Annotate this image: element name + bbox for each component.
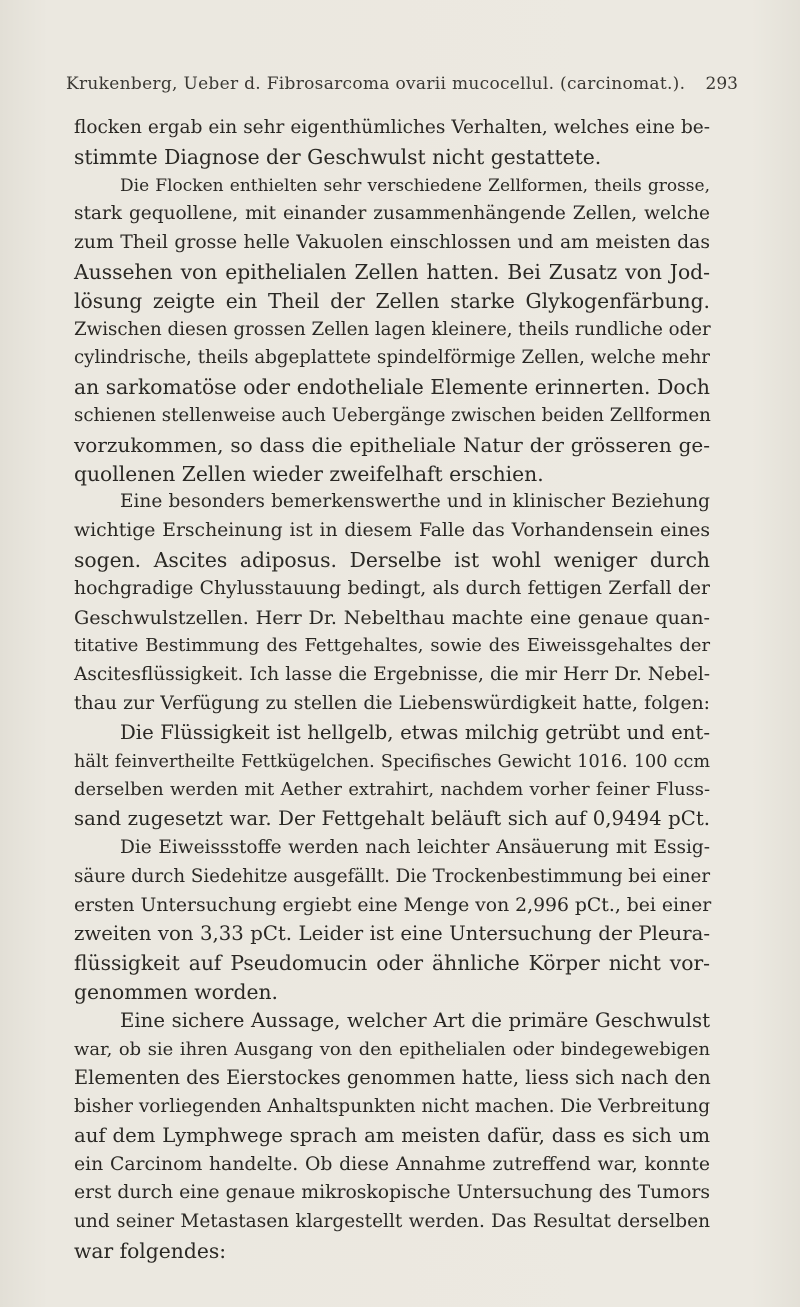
text-line: zweiten von 3,33 pCt. Leider ist eine Untersuchung der Pleura- <box>74 922 710 946</box>
text-line: ersten Untersuchung ergiebt eine Menge von 2,996 pCt., bei einer <box>74 894 712 916</box>
text-line: an sarkomatöse oder endotheliale Elemente erinnerten. Doch <box>74 375 710 400</box>
text-line: wichtige Erscheinung ist in diesem Falle das Vorhandensein eines <box>74 520 710 542</box>
text-line: Die Flüssigkeit ist hellgelb, etwas milchig getrübt und ent- <box>120 720 710 744</box>
text-line: hochgradige Chylusstauung bedingt, als durch fettigen Zerfall der <box>74 577 710 599</box>
text-line: Elementen des Eierstockes genommen hatte, liess sich nach den <box>74 1066 711 1090</box>
running-header <box>66 74 738 100</box>
text-line: Die Eiweissstoffe werden nach leichter Ansäuerung mit Essig- <box>120 836 710 858</box>
text-line: Aussehen von epithelialen Zellen hatten. Bei Zusatz von Jod- <box>74 259 710 284</box>
text-line: schienen stellenweise auch Uebergänge zwischen beiden Zellformen <box>74 404 711 426</box>
body-text <box>74 114 710 1266</box>
text-line: titative Bestimmung des Fettgehaltes, sowie des Eiweissgehaltes der <box>74 635 710 657</box>
text-line: cylindrische, theils abgeplattete spindelförmige Zellen, welche mehr <box>74 347 710 369</box>
text-line: erst durch eine genaue mikroskopische Untersuchung des Tumors <box>74 1182 710 1204</box>
text-line: Zwischen diesen grossen Zellen lagen kleinere, theils rundliche oder <box>74 318 711 340</box>
text-line: war folgendes: <box>74 1239 227 1264</box>
text-line: derselben werden mit Aether extrahirt, nachdem vorher feiner Fluss- <box>74 779 710 801</box>
running-title: Krukenberg, Ueber d. Fibrosarcoma ovarii mucocellul. (carcinomat.). <box>66 74 686 94</box>
text-line: säure durch Siedehitze ausgefällt. Die Trockenbestimmung bei einer <box>74 865 711 887</box>
text-line: quollenen Zellen wieder zweifelhaft erschien. <box>74 461 544 486</box>
text-line: Die Flocken enthielten sehr verschiedene Zellformen, theils grosse, <box>120 175 710 196</box>
text-line: auf dem Lymphwege sprach am meisten dafür, dass es sich um <box>74 1123 710 1147</box>
text-line: war, ob sie ihren Ausgang von den epithelialen oder bindegewebigen <box>74 1038 710 1060</box>
text-line: flocken ergab ein sehr eigenthümliches Verhalten, welches eine be- <box>74 117 710 138</box>
text-line: hält feinvertheilte Fettkügelchen. Specifisches Gewicht 1016. 100 ccm <box>74 751 710 772</box>
text-line: sogen. Ascites adiposus. Derselbe ist wohl weniger durch <box>74 547 710 572</box>
text-line: zum Theil grosse helle Vakuolen einschlossen und am meisten das <box>74 232 710 254</box>
text-line: ein Carcinom handelte. Ob diese Annahme zutreffend war, konnte <box>74 1153 710 1175</box>
text-line: Ascitesflüssigkeit. Ich lasse die Ergebnisse, die mir Herr Dr. Nebel- <box>74 664 710 686</box>
text-line: sand zugesetzt war. Der Fettgehalt beläuft sich auf 0,9494 pCt. <box>74 807 710 831</box>
text-line: und seiner Metastasen klargestellt werden. Das Resultat derselben <box>74 1211 710 1233</box>
text-line: stimmte Diagnose der Geschwulst nicht gestattete. <box>74 144 602 169</box>
text-line: vorzukommen, so dass die epitheliale Natur der grösseren ge- <box>74 432 710 457</box>
text-line: lösung zeigte ein Theil der Zellen starke Glykogenfärbung. <box>74 288 710 313</box>
text-line: bisher vorliegenden Anhaltspunkten nicht machen. Die Verbreitung <box>74 1096 711 1118</box>
text-line: flüssigkeit auf Pseudomucin oder ähnliche Körper nicht vor- <box>74 951 710 976</box>
text-line: Geschwulstzellen. Herr Dr. Nebelthau machte eine genaue quan- <box>74 605 710 629</box>
text-line: genommen worden. <box>74 979 278 1004</box>
text-line: Eine besonders bemerkenswerthe und in klinischer Beziehung <box>120 491 710 513</box>
text-line: thau zur Verfügung zu stellen die Liebenswürdigkeit hatte, folgen: <box>74 692 710 714</box>
text-line: stark gequollene, mit einander zusammenhängende Zellen, welche <box>74 203 710 225</box>
page-number: 293 <box>705 74 738 94</box>
text-line: Eine sichere Aussage, welcher Art die primäre Geschwulst <box>120 1008 710 1032</box>
